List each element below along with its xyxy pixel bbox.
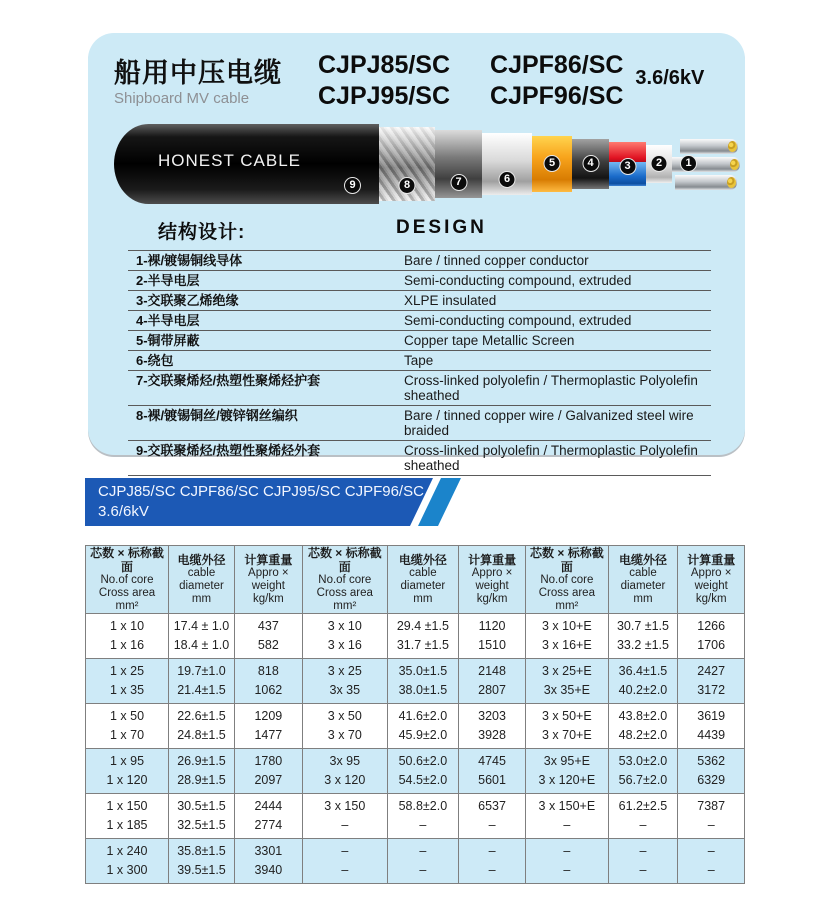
table-cell-r1-c5: 2148 2807 (458, 659, 525, 704)
column-header-2: 计算重量 Appro × weight kg/km (234, 546, 302, 614)
banner-voltage: 3.6/6kV (98, 503, 149, 520)
table-cell-r4-c6: 3 x 150+E – (526, 794, 608, 839)
design-row-zh: 5-铜带屏蔽 (136, 333, 200, 348)
banner-models: CJPJ85/SC CJPF86/SC CJPJ95/SC CJPF96/SC (98, 483, 424, 500)
design-row (128, 405, 711, 440)
table-cell-r4-c2: 2444 2774 (234, 794, 302, 839)
model-number: CJPJ95/SC (318, 82, 451, 110)
table-cell-r3-c0: 1 x 95 1 x 120 (86, 749, 169, 794)
table-cell-r2-c3: 3 x 50 3 x 70 (302, 704, 387, 749)
design-row-en: XLPE insulated (404, 293, 497, 308)
table-cell-r2-c6: 3 x 50+E 3 x 70+E (526, 704, 608, 749)
design-row-zh: 7-交联聚烯烃/热塑性聚烯烃护套 (136, 373, 321, 388)
design-row-zh: 8-裸/镀锡铜丝/镀锌钢丝编织 (136, 408, 298, 423)
table-cell-r2-c4: 41.6±2.0 45.9±2.0 (387, 704, 458, 749)
table-cell-r0-c7: 30.7 ±1.5 33.2 ±1.5 (608, 614, 678, 659)
table-cell-r1-c1: 19.7±1.0 21.4±1.5 (169, 659, 235, 704)
table-cell-r0-c1: 17.4 ± 1.0 18.4 ± 1.0 (169, 614, 235, 659)
table-row (86, 749, 745, 794)
column-header-3: 芯数 × 标称截面 No.of core Cross area mm² (302, 546, 387, 614)
table-cell-r0-c0: 1 x 10 1 x 16 (86, 614, 169, 659)
design-heading-zh: 结构设计: (158, 222, 246, 243)
design-row-zh: 3-交联聚乙烯绝缘 (136, 293, 239, 308)
layer-tape (482, 133, 532, 195)
table-cell-r5-c8: – – (678, 839, 745, 884)
table-cell-r0-c4: 29.4 ±1.5 31.7 ±1.5 (387, 614, 458, 659)
table-cell-r5-c2: 3301 3940 (234, 839, 302, 884)
product-info-panel (88, 33, 745, 473)
table-cell-r1-c8: 2427 3172 (678, 659, 745, 704)
layer-number-badge: 2 (651, 155, 668, 172)
column-header-6: 芯数 × 标称截面 No.of core Cross area mm² (526, 546, 608, 614)
design-row-zh: 1-裸/镀锡铜线导体 (136, 253, 243, 268)
product-title-en: Shipboard MV cable (114, 90, 250, 107)
layer-number-badge: 5 (544, 155, 561, 172)
design-row (128, 440, 711, 476)
table-cell-r1-c2: 818 1062 (234, 659, 302, 704)
table-cell-r2-c8: 3619 4439 (678, 704, 745, 749)
table-cell-r3-c7: 53.0±2.0 56.7±2.0 (608, 749, 678, 794)
table-header-row (86, 546, 745, 614)
table-cell-r5-c1: 35.8±1.5 39.5±1.5 (169, 839, 235, 884)
table-cell-r5-c7: – – (608, 839, 678, 884)
banner-text (98, 482, 424, 522)
table-cell-r4-c1: 30.5±1.5 32.5±1.5 (169, 794, 235, 839)
design-heading (114, 217, 723, 244)
table-cell-r4-c0: 1 x 150 1 x 185 (86, 794, 169, 839)
design-row (128, 330, 711, 350)
design-row-en: Bare / tinned copper conductor (404, 253, 589, 268)
layer-semiconducting-outer (572, 139, 609, 189)
design-structure-list (128, 250, 711, 476)
table-cell-r4-c3: 3 x 150 – (302, 794, 387, 839)
table-cell-r0-c6: 3 x 10+E 3 x 16+E (526, 614, 608, 659)
conductor-strand (675, 175, 737, 190)
table-cell-r3-c1: 26.9±1.5 28.9±1.5 (169, 749, 235, 794)
design-row (128, 370, 711, 405)
cable-cutaway-illustration (114, 123, 723, 205)
layer-number-badge: 1 (680, 155, 697, 172)
table-cell-r3-c5: 4745 5601 (458, 749, 525, 794)
table-cell-r2-c1: 22.6±1.5 24.8±1.5 (169, 704, 235, 749)
layer-number-badge: 6 (499, 171, 516, 188)
layer-number-badge: 9 (344, 177, 361, 194)
layer-semiconducting-inner (646, 145, 672, 183)
table-cell-r3-c2: 1780 2097 (234, 749, 302, 794)
table-row (86, 614, 745, 659)
design-row-en: Cross-linked polyolefin / Thermoplastic Polyolefin sheathed (404, 373, 698, 403)
table-row (86, 839, 745, 884)
table-cell-r0-c5: 1120 1510 (458, 614, 525, 659)
layer-number-badge: 7 (450, 174, 467, 191)
table-cell-r1-c6: 3 x 25+E 3x 35+E (526, 659, 608, 704)
table-cell-r4-c8: 7387 – (678, 794, 745, 839)
brand-label: HONEST CABLE (158, 151, 302, 170)
table-cell-r0-c8: 1266 1706 (678, 614, 745, 659)
layer-copper-tape-screen (532, 136, 572, 192)
table-cell-r4-c7: 61.2±2.5 – (608, 794, 678, 839)
product-title-block (114, 51, 304, 107)
table-cell-r0-c3: 3 x 10 3 x 16 (302, 614, 387, 659)
specification-table (85, 545, 745, 884)
design-row (128, 310, 711, 330)
voltage-rating: 3.6/6kV (635, 67, 705, 89)
table-cell-r4-c5: 6537 – (458, 794, 525, 839)
design-row-en: Semi-conducting compound, extruded (404, 313, 632, 328)
column-header-4: 电缆外径 cable diameter mm (387, 546, 458, 614)
table-title-banner (85, 478, 461, 526)
design-row-en: Tape (404, 353, 434, 368)
layer-number-badge: 3 (619, 158, 636, 175)
table-cell-r5-c4: – – (387, 839, 458, 884)
design-row (128, 270, 711, 290)
column-header-5: 计算重量 Appro × weight kg/km (458, 546, 525, 614)
table-cell-r5-c5: – – (458, 839, 525, 884)
layer-wire-braid (379, 127, 435, 201)
table-row (86, 794, 745, 839)
table-cell-r1-c4: 35.0±1.5 38.0±1.5 (387, 659, 458, 704)
model-number: CJPJ85/SC (318, 51, 451, 79)
table-cell-r2-c7: 43.8±2.0 48.2±2.0 (608, 704, 678, 749)
table-cell-r2-c5: 3203 3928 (458, 704, 525, 749)
table-cell-r3-c8: 5362 6329 (678, 749, 745, 794)
design-row-en: Bare / tinned copper wire / Galvanized steel wire braided (404, 408, 694, 438)
table-cell-r3-c3: 3x 95 3 x 120 (302, 749, 387, 794)
design-row-zh: 9-交联聚烯烃/热塑性聚烯烃外套 (136, 443, 321, 458)
model-numbers (318, 51, 623, 111)
design-row-en: Copper tape Metallic Screen (404, 333, 575, 348)
table-cell-r0-c2: 437 582 (234, 614, 302, 659)
layer-number-badge: 4 (582, 155, 599, 172)
layer-inner-sheath (435, 130, 482, 198)
column-header-1: 电缆外径 cable diameter mm (169, 546, 235, 614)
design-row (128, 350, 711, 370)
table-cell-r1-c0: 1 x 25 1 x 35 (86, 659, 169, 704)
conductor-strand (680, 139, 738, 154)
design-row-zh: 4-半导电层 (136, 313, 200, 328)
layer-outer-sheath (114, 124, 379, 204)
table-cell-r4-c4: 58.8±2.0 – (387, 794, 458, 839)
design-heading-en: DESIGN (396, 217, 487, 238)
column-header-8: 计算重量 Appro × weight kg/km (678, 546, 745, 614)
table-cell-r2-c2: 1209 1477 (234, 704, 302, 749)
table-cell-r5-c0: 1 x 240 1 x 300 (86, 839, 169, 884)
table-cell-r5-c3: – – (302, 839, 387, 884)
layer-stranded-conductors (672, 135, 742, 193)
table-cell-r2-c0: 1 x 50 1 x 70 (86, 704, 169, 749)
design-row-zh: 2-半导电层 (136, 273, 200, 288)
table-cell-r3-c4: 50.6±2.0 54.5±2.0 (387, 749, 458, 794)
design-row-en: Cross-linked polyolefin / Thermoplastic Polyolefin sheathed (404, 443, 698, 473)
model-number: CJPF96/SC (490, 82, 624, 110)
design-row-zh: 6-绕包 (136, 353, 174, 368)
column-header-0: 芯数 × 标称截面 No.of core Cross area mm² (86, 546, 169, 614)
design-row (128, 290, 711, 310)
table-row (86, 659, 745, 704)
design-row-en: Semi-conducting compound, extruded (404, 273, 632, 288)
layer-number-badge: 8 (399, 177, 416, 194)
table-cell-r1-c7: 36.4±1.5 40.2±2.0 (608, 659, 678, 704)
product-title-zh: 船用中压电缆 (114, 58, 282, 88)
table-row (86, 704, 745, 749)
table-cell-r5-c6: – – (526, 839, 608, 884)
table-cell-r1-c3: 3 x 25 3x 35 (302, 659, 387, 704)
model-number: CJPF86/SC (490, 51, 624, 79)
table-cell-r3-c6: 3x 95+E 3 x 120+E (526, 749, 608, 794)
column-header-7: 电缆外径 cable diameter mm (608, 546, 678, 614)
product-header (114, 51, 723, 111)
layer-xlpe-insulation (609, 142, 646, 186)
design-row (128, 250, 711, 270)
